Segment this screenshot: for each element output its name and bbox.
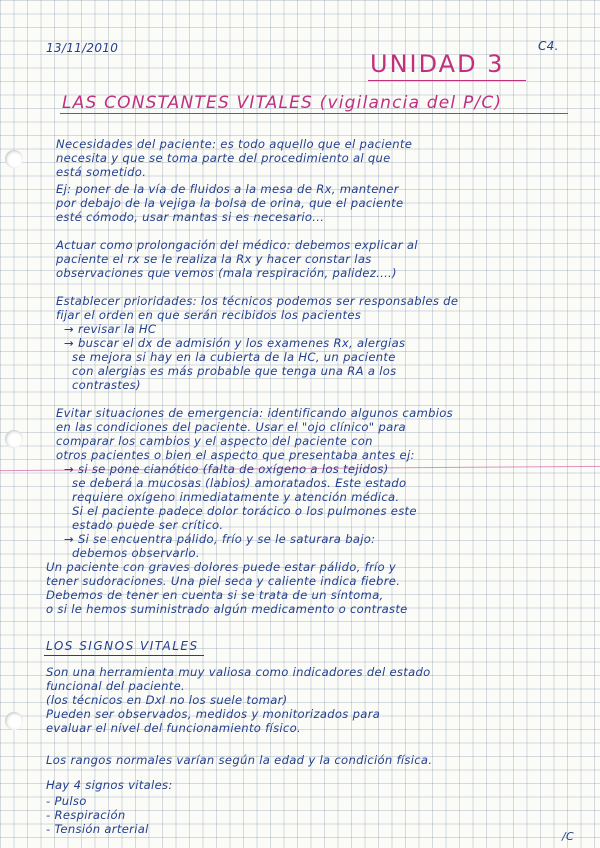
unit-underline: [368, 80, 526, 81]
note-line: funcional del paciente.: [46, 679, 186, 693]
page-number: C4.: [538, 39, 559, 53]
note-line: estado puede ser crítico.: [72, 518, 224, 532]
note-line: requiere oxígeno inmediatamente y atención médica.: [72, 490, 400, 504]
note-line: tener sudoraciones. Una piel seca y caliente indica fiebre.: [46, 574, 401, 588]
note-line: otros pacientes o bien el aspecto que presentaba antes ej:: [56, 448, 415, 462]
unit-heading: UNIDAD 3: [370, 50, 505, 78]
note-date: 13/11/2010: [46, 41, 119, 55]
binder-hole: [5, 150, 23, 168]
note-line: por debajo de la vejiga la bolsa de orina, que el paciente: [56, 196, 404, 210]
note-line: Pueden ser observados, medidos y monitorizados para: [46, 707, 381, 721]
note-line: esté cómodo, usar mantas si es necesario...: [56, 210, 325, 224]
note-line: - Respiración: [46, 808, 126, 822]
note-line: debemos observarlo.: [72, 546, 200, 560]
note-line: Son una herramienta muy valiosa como indicadores del estado: [46, 665, 431, 679]
note-line: Actuar como prolongación del médico: debemos explicar al: [56, 238, 418, 252]
note-line: → buscar el dx de admisión y los examenes Rx, alergias: [64, 336, 406, 350]
note-line: paciente el rx se le realiza la Rx y hacer constar las: [56, 252, 372, 266]
note-line: necesita y que se toma parte del procedimiento al que: [56, 151, 391, 165]
note-line: contrastes): [72, 378, 141, 392]
note-line: Si el paciente padece dolor torácico o los pulmones este: [72, 504, 417, 518]
note-line: comparar los cambios y el aspecto del paciente con: [56, 434, 373, 448]
note-line: o si le hemos suministrado algún medicamento o contraste: [46, 602, 408, 616]
note-line: en las condiciones del paciente. Usar el "ojo clínico" para: [56, 420, 406, 434]
note-line: evaluar el nivel del funcionamiento físico.: [46, 721, 301, 735]
binder-hole: [5, 430, 23, 448]
note-line: → Si se encuentra pálido, frío y se le saturara bajo:: [64, 532, 376, 546]
note-line: Ej: poner de la vía de fluidos a la mesa de Rx, mantener: [56, 182, 399, 196]
note-line: Debemos de tener en cuenta si se trata de un síntoma,: [46, 588, 384, 602]
note-line: con alergias es más probable que tenga una RA a los: [72, 364, 397, 378]
note-line: - Tensión arterial: [46, 822, 149, 836]
note-line: se mejora si hay en la cubierta de la HC, un paciente: [72, 350, 396, 364]
note-line: Los rangos normales varían según la edad y la condición física.: [46, 753, 433, 767]
section-underline: [44, 655, 204, 656]
page-title: LAS CONSTANTES VITALES (vigilancia del P/C): [62, 93, 503, 113]
note-line: se deberá a mucosas (labios) amoratados. Este estado: [72, 476, 407, 490]
note-line: → si se pone cianótico (falta de oxígeno a los tejidos): [64, 462, 389, 476]
note-line: observaciones que vemos (mala respiración, palidez....): [56, 266, 397, 280]
note-line: fijar el orden en que serán recibidos los pacientes: [56, 308, 362, 322]
note-line: → revisar la HC: [64, 322, 157, 336]
note-line: Evitar situaciones de emergencia: identificando algunos cambios: [56, 406, 453, 420]
binder-hole: [5, 712, 23, 730]
section-title: LOS SIGNOS VITALES: [46, 639, 199, 653]
note-line: Hay 4 signos vitales:: [46, 778, 173, 792]
note-line: - Pulso: [46, 794, 87, 808]
note-line: (los técnicos en DxI no los suele tomar): [46, 693, 288, 707]
note-line: Un paciente con graves dolores puede estar pálido, frío y: [46, 560, 397, 574]
note-line: Necesidades del paciente: es todo aquello que el paciente: [56, 137, 413, 151]
title-underline: [60, 113, 568, 114]
footer-mark: /C: [562, 830, 574, 843]
note-line: Establecer prioridades: los técnicos podemos ser responsables de: [56, 294, 459, 308]
note-line: está sometido.: [56, 165, 147, 179]
